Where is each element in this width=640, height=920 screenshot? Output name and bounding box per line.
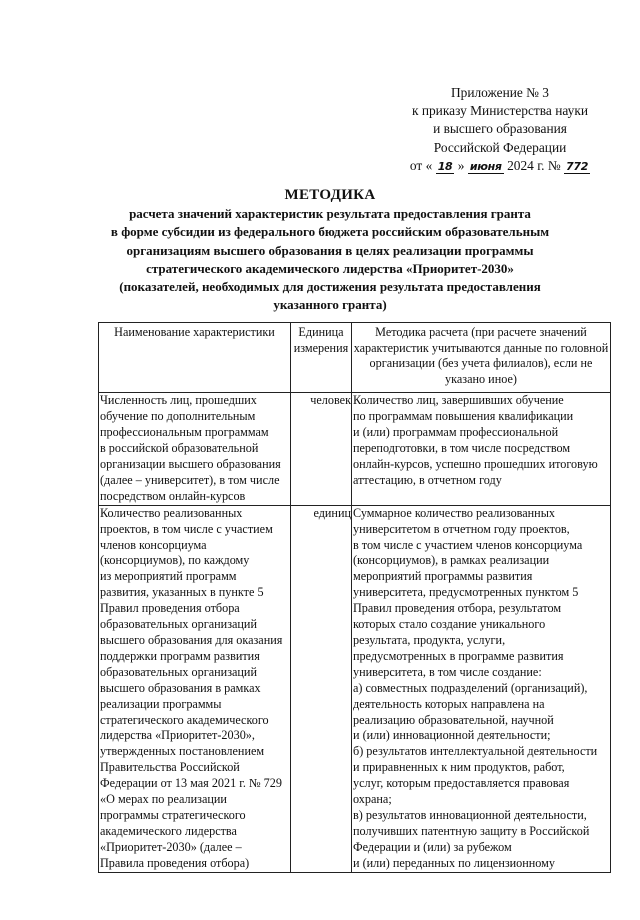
cell-line: деятельность которых направлена на: [353, 696, 545, 711]
cell-line: по программам повышения квалификации: [353, 409, 574, 424]
cell-line: а) совместных подразделений (организаций),: [353, 680, 588, 695]
cell-line: стратегического академического: [100, 712, 269, 727]
cell-line: поддержки программ развития: [100, 648, 260, 663]
cell-line: Федерации от 13 мая 2021 г. № 729: [100, 776, 282, 791]
cell-line: профессиональным программам: [100, 425, 269, 440]
date-prefix: от «: [409, 157, 433, 173]
cell-line: охрана;: [353, 792, 392, 807]
unit-cell: человек: [291, 393, 352, 505]
cell-line: переподготовки, в том числе посредством: [353, 441, 571, 456]
cell-line: реализации программы: [100, 696, 222, 711]
table-row: [99, 505, 611, 872]
cell-line: аттестацию, в отчетном году: [353, 472, 502, 487]
title-line: расчета значений характеристик результата предоставления гранта: [129, 206, 531, 221]
cell-line: которых стало создание уникального: [353, 617, 546, 632]
methodology-table: [98, 322, 611, 873]
handwritten-month: июня: [469, 159, 502, 173]
document-title: МЕТОДИКА: [284, 187, 376, 203]
cell-line: б) результатов интеллектуальной деятельности: [353, 744, 598, 759]
cell-line: университета, предусмотренных пунктом 5: [353, 585, 579, 600]
cell-line: (консорциумов), по каждому: [100, 553, 250, 568]
annex-header: [392, 84, 608, 175]
calculation-method-cell: [352, 393, 611, 505]
characteristic-name-cell: [99, 505, 291, 872]
title-line: указанного гранта): [273, 297, 387, 313]
title-line: в форме субсидии из федерального бюджета российским образовательным: [110, 224, 550, 240]
cell-line: университетом в отчетном году проектов,: [353, 521, 570, 536]
cell-line: проектов, в том числе с участием: [100, 521, 273, 536]
cell-line: высшего образования для оказания: [100, 632, 283, 647]
cell-line: обучение по дополнительным: [100, 409, 256, 424]
cell-line: лидерства «Приоритет-2030»,: [100, 728, 255, 743]
annex-line-1: к приказу Министерства науки: [411, 103, 589, 119]
cell-line: Количество лиц, завершивших обучение: [353, 393, 564, 408]
characteristic-name-cell: [99, 393, 291, 505]
header-characteristic-name: Наименование характеристики: [99, 323, 291, 393]
cell-line: образовательных организаций: [100, 617, 257, 632]
cell-line: членов консорциума: [100, 537, 207, 552]
cell-line: и (или) инновационной деятельности;: [353, 728, 551, 743]
handwritten-day: 18: [437, 159, 453, 173]
annex-label: Приложение № 3: [450, 85, 550, 100]
cell-line: образовательных организаций: [100, 664, 257, 679]
cell-line: в том числе с участием членов консорциума: [353, 537, 583, 552]
document-title-block: [80, 185, 580, 315]
order-date-line: [392, 157, 608, 175]
cell-line: (консорциумов), в рамках реализации: [353, 553, 550, 568]
cell-line: мероприятий программы развития: [353, 569, 533, 584]
header-calculation-method: Методика расчета (при расчете значений характеристик учитываются данные по головной организации (без учета филиалов), если не указано иное): [352, 323, 611, 393]
cell-line: Численность лиц, прошедших: [100, 393, 257, 408]
cell-line: Федерации и (или) за рубежом: [353, 839, 512, 854]
cell-line: университета, в том числе создание:: [353, 664, 542, 679]
annex-line-3: Российской Федерации: [433, 139, 567, 155]
cell-line: «О мерах по реализации: [100, 792, 227, 807]
header-unit: Единица измерения: [291, 323, 352, 393]
cell-line: посредством онлайн-курсов: [100, 488, 246, 503]
cell-line: развития, указанных в пункте 5: [100, 585, 264, 600]
cell-line: реализацию образовательной, научной: [353, 712, 554, 727]
cell-line: услуг, которым предоставляется правовая: [353, 776, 570, 791]
title-line: стратегического академического лидерства «Приоритет-2030»: [146, 260, 514, 276]
cell-line: (далее – университет), в том числе: [100, 472, 280, 487]
cell-line: предусмотренных в программе развития: [353, 648, 564, 663]
unit-cell: единиц: [291, 505, 352, 872]
cell-line: в) результатов инновационной деятельности,: [353, 807, 587, 822]
cell-line: Правительства Российской: [100, 760, 240, 775]
cell-line: Суммарное количество реализованных: [353, 505, 555, 520]
cell-line: в российской образовательной: [100, 441, 259, 456]
cell-line: получивших патентную защиту в Российской: [353, 823, 590, 838]
cell-line: академического лидерства: [100, 823, 237, 838]
cell-line: Правил проведения отбора, результатом: [353, 601, 562, 616]
cell-line: и (или) программам профессиональной: [353, 425, 559, 440]
cell-line: результата, продукта, услуги,: [353, 632, 506, 647]
cell-line: высшего образования в рамках: [100, 680, 261, 695]
cell-line: утвержденных постановлением: [100, 744, 265, 759]
title-line: организациям высшего образования в целях реализации программы: [126, 242, 534, 258]
cell-line: Правил проведения отбора: [100, 601, 240, 616]
cell-line: «Приоритет-2030» (далее –: [100, 839, 242, 854]
table-header-row: [99, 323, 611, 393]
calculation-method-cell: [352, 505, 611, 872]
handwritten-number: 772: [566, 159, 589, 173]
quote-close: »: [457, 157, 465, 173]
cell-line: организации высшего образования: [100, 457, 281, 471]
order-year: 2024 г. №: [507, 157, 561, 173]
cell-line: и приравненных к ним продуктов, работ,: [353, 760, 565, 775]
annex-line-2: и высшего образования: [433, 121, 567, 137]
table-row: [99, 393, 611, 505]
cell-line: онлайн-курсов, успешно прошедших итоговую: [353, 457, 598, 471]
cell-line: и (или) переданных по лицензионному: [353, 855, 555, 870]
title-line: (показателей, необходимых для достижения результата предоставления: [119, 279, 541, 295]
cell-line: из мероприятий программ: [100, 569, 237, 584]
cell-line: программы стратегического: [100, 807, 246, 822]
cell-line: Правила проведения отбора): [100, 855, 250, 870]
cell-line: Количество реализованных: [100, 505, 243, 520]
